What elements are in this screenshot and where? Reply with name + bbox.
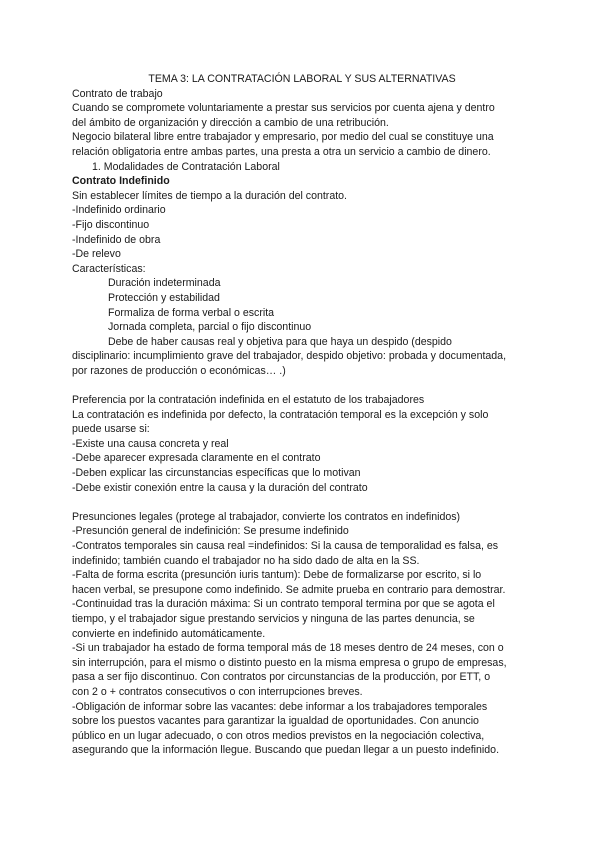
blank-line: [72, 495, 532, 510]
list-item: Debe de haber causas real y objetiva para que haya un despido (despido: [108, 335, 452, 348]
paragraph-line: La contratación es indefinida por defecto, la contratación temporal es la excepción y solo: [72, 408, 489, 421]
paragraph-line: Sin establecer límites de tiempo a la duración del contrato.: [72, 189, 347, 202]
paragraph-line: -Continuidad tras la duración máxima: Si un contrato temporal termina por que se agota el: [72, 598, 495, 611]
document-page: [72, 72, 532, 758]
paragraph-line: -Contratos temporales sin causa real =indefinidos: Si la causa de temporalidad es falsa, es: [72, 540, 499, 552]
list-item: -Debe aparecer expresada claramente en el contrato: [72, 452, 321, 465]
list-item: Protección y estabilidad: [108, 291, 220, 304]
paragraph-line: -Falta de forma escrita (presunción iuris tantum): Debe de formalizarse por escrito, si lo: [72, 569, 482, 582]
paragraph-line: pasa a ser fijo discontinuo. Con contratos por circunstancias de la producción, por ETT, o: [72, 671, 491, 684]
list-item: Formaliza de forma verbal o escrita: [108, 306, 275, 319]
section-heading-presunciones: Presunciones legales (protege al trabajador, convierte los contratos en indefinidos): [72, 510, 461, 523]
paragraph-line: del ámbito de organización y dirección a cambio de una retribución.: [72, 116, 389, 129]
paragraph-line: convierte en indefinido automáticamente.: [72, 627, 266, 640]
list-item: -Indefinido de obra: [72, 233, 161, 246]
list-item: -Existe una causa concreta y real: [72, 437, 229, 450]
paragraph-line: -Obligación de informar sobre las vacantes: debe informar a los trabajadores temporales: [72, 700, 488, 713]
paragraph-line: sin interrupción, para el mismo o distinto puesto en la misma empresa o grupo de empresas,: [72, 656, 507, 669]
paragraph-line: indefinido; también cuando el trabajador no ha sido dado de alta en la SS.: [72, 554, 420, 567]
paragraph-line: relación obligatoria entre ambas partes, una presta a otra un servicio a cambio de dinero.: [72, 145, 491, 158]
list-item: Jornada completa, parcial o fijo discontinuo: [108, 321, 312, 334]
blank-line: [72, 378, 532, 393]
page-title: TEMA 3: LA CONTRATACIÓN LABORAL Y SUS ALTERNATIVAS: [148, 73, 456, 85]
list-item: -Deben explicar las circunstancias específicas que lo motivan: [72, 467, 361, 480]
section-heading-contrato-trabajo: Contrato de trabajo: [72, 87, 163, 100]
paragraph-line: Negocio bilateral libre entre trabajador y empresario, por medio del cual se constituye una: [72, 131, 494, 144]
list-item: -Debe existir conexión entre la causa y la duración del contrato: [72, 481, 368, 494]
paragraph-line: por razones de producción o económicas… .): [72, 364, 286, 377]
paragraph-line: asegurando que la información llegue. Buscando que puedan llegar a un puesto indefinido.: [72, 744, 500, 757]
paragraph-line: con 2 o + contratos consecutivos o con interrupciones breves.: [72, 685, 363, 698]
list-item: -Indefinido ordinario: [72, 204, 166, 217]
paragraph-line: tiempo, y el trabajador sigue prestando servicios y ninguna de las partes denuncia, se: [72, 612, 475, 625]
paragraph-line: sobre los puestos vacantes para garantizar la igualdad de oportunidades. Con anuncio: [72, 715, 479, 728]
list-item: -Fijo discontinuo: [72, 218, 150, 231]
section-heading-preferencia: Preferencia por la contratación indefinida en el estatuto de los trabajadores: [72, 394, 425, 407]
caracteristicas-label: Características:: [72, 262, 146, 275]
paragraph-line: -Si un trabajador ha estado de forma temporal más de 18 meses dentro de 24 meses, con o: [72, 642, 504, 655]
paragraph-line: público en un lugar adecuado, o con otros medios previstos en la negociación colectiva,: [72, 729, 485, 742]
paragraph-line: -Presunción general de indefinición: Se presume indefinido: [72, 525, 349, 538]
paragraph-line: hacen verbal, se presupone como indefinido. Se admite prueba en contrario para demostrar.: [72, 583, 506, 596]
list-item: -De relevo: [72, 248, 121, 261]
section-heading-indefinido: Contrato Indefinido: [72, 175, 170, 188]
paragraph-line: Cuando se compromete voluntariamente a prestar sus servicios por cuenta ajena y dentro: [72, 102, 495, 115]
paragraph-line: disciplinario: incumplimiento grave del trabajador, despido objetivo: probada y documentada,: [72, 350, 507, 363]
list-item: Duración indeterminada: [108, 277, 221, 290]
paragraph-line: puede usarse si:: [72, 423, 150, 436]
numbered-item-modalidades: 1. Modalidades de Contratación Laboral: [92, 160, 280, 173]
